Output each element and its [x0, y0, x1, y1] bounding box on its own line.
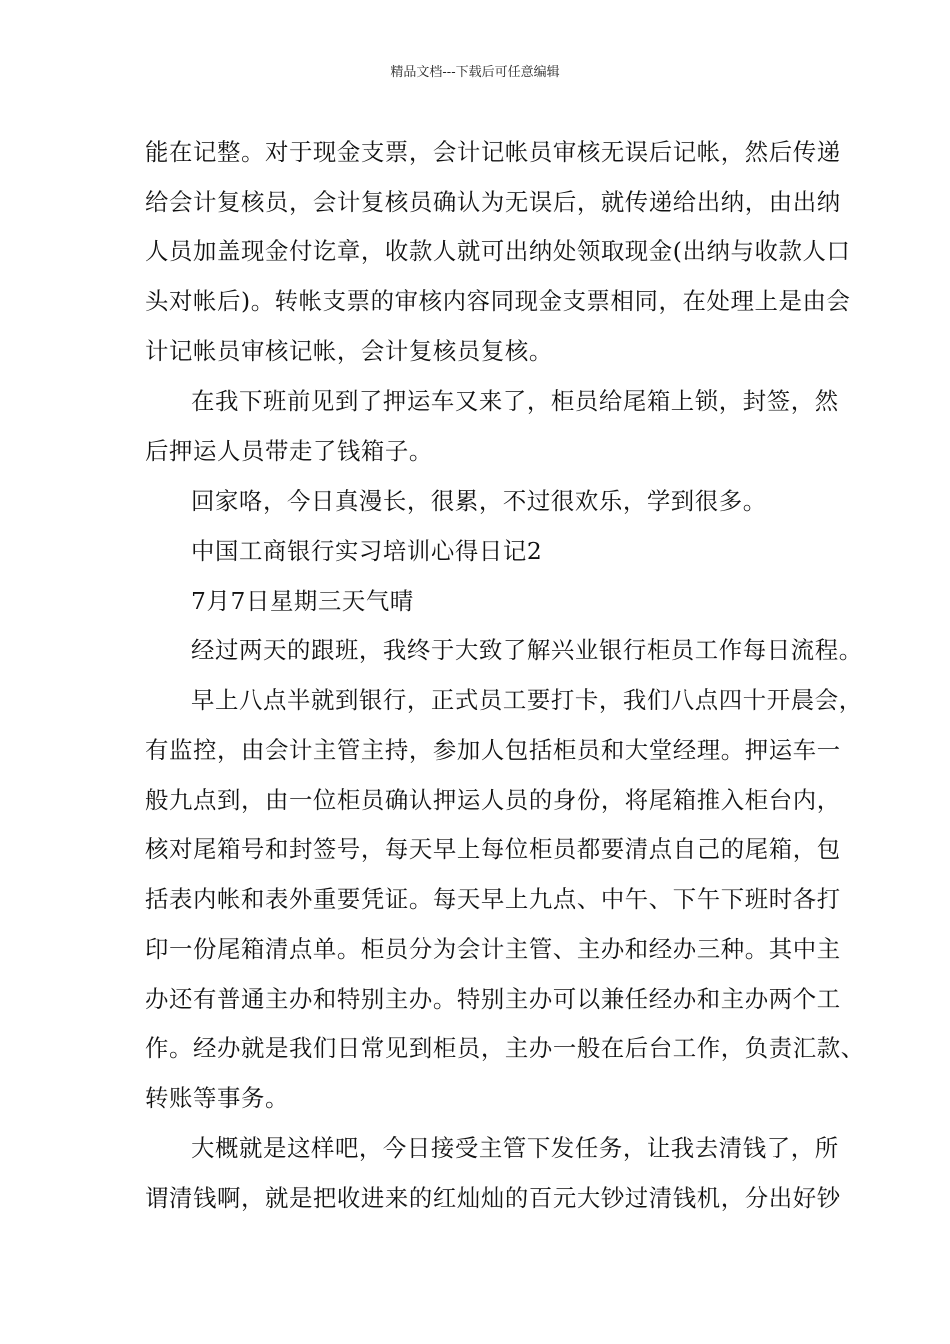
text-line: 给会计复核员，会计复核员确认为无误后，就传递给出纳，由出纳: [145, 188, 841, 216]
text-line: 印一份尾箱清点单。柜员分为会计主管、主办和经办三种。其中主: [145, 935, 841, 963]
text-line: 经过两天的跟班，我终于大致了解兴业银行柜员工作每日流程。: [191, 636, 863, 664]
section-title: 中国工商银行实习培训心得日记2: [191, 537, 543, 565]
text-line: 头对帐后)。转帐支票的审核内容同现金支票相同，在处理上是由会: [145, 287, 851, 315]
text-line: 核对尾箱号和封签号，每天早上每位柜员都要清点自己的尾箱，包: [145, 835, 841, 863]
text-line: 大概就是这样吧，今日接受主管下发任务，让我去清钱了，所: [191, 1134, 839, 1162]
text-line: 在我下班前见到了押运车又来了，柜员给尾箱上锁，封签，然: [191, 387, 839, 415]
text-line: 回家咯，今日真漫长，很累，不过很欢乐，学到很多。: [191, 487, 767, 515]
text-line: 作。经办就是我们日常见到柜员，主办一般在后台工作，负责汇款、: [145, 1034, 865, 1062]
page-header: 精品文档---下载后可任意编辑: [390, 65, 560, 80]
text-line: 括表内帐和表外重要凭证。每天早上九点、中午、下午下班时各打: [145, 885, 841, 913]
text-line: 人员加盖现金付讫章，收款人就可出纳处领取现金(出纳与收款人口: [145, 237, 851, 265]
text-line: 后押运人员带走了钱箱子。: [145, 437, 433, 465]
text-line: 计记帐员审核记帐，会计复核员复核。: [145, 337, 553, 365]
diary-date-line: 7月7日星期三天气晴: [191, 587, 414, 615]
text-line: 早上八点半就到银行，正式员工要打卡，我们八点四十开晨会，: [191, 686, 863, 714]
text-line: 能在记整。对于现金支票，会计记帐员审核无误后记帐，然后传递: [145, 138, 841, 166]
text-line: 办还有普通主办和特别主办。特别主办可以兼任经办和主办两个工: [145, 985, 841, 1013]
text-line: 转账等事务。: [145, 1084, 289, 1112]
text-line: 有监控，由会计主管主持，参加人包括柜员和大堂经理。押运车一: [145, 736, 841, 764]
text-line: 谓清钱啊，就是把收进来的红灿灿的百元大钞过清钱机，分出好钞: [145, 1184, 841, 1212]
text-line: 般九点到，由一位柜员确认押运人员的身份，将尾箱推入柜台内，: [145, 786, 841, 814]
